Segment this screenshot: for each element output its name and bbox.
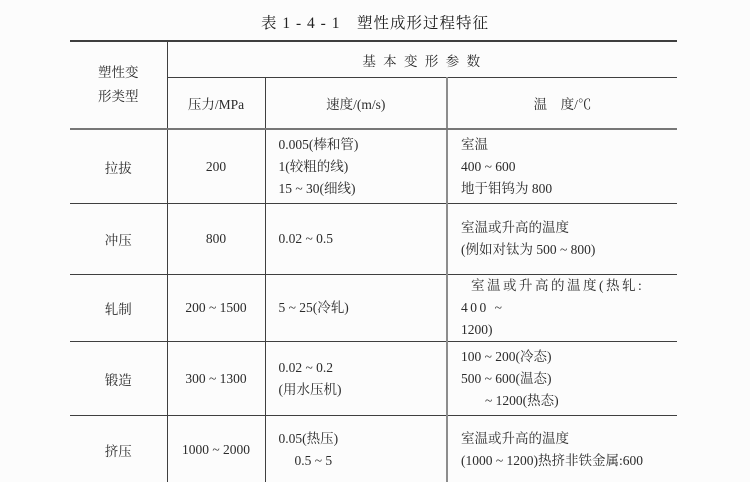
speed-line: 15 ~ 30(细线) bbox=[278, 180, 356, 196]
speed-line: 0.005(棒和管) bbox=[278, 136, 359, 152]
cell-speed bbox=[265, 342, 447, 416]
corner-header-forming-type bbox=[70, 41, 167, 129]
cell-pressure: 200 bbox=[167, 129, 265, 204]
cell-type: 挤压 bbox=[70, 416, 167, 482]
col-header-pressure: 压力/MPa bbox=[167, 78, 265, 130]
col-header-temperature: 温 度/℃ bbox=[447, 78, 677, 130]
temperature-line: ~ 1200(热态) bbox=[485, 392, 559, 408]
temperature-line: 1200) bbox=[461, 322, 493, 337]
col-header-speed: 速度/(m/s) bbox=[265, 78, 447, 130]
temperature-line: 室温 bbox=[461, 136, 488, 152]
speed-line: (用水压机) bbox=[278, 381, 342, 397]
table-row-drawing bbox=[70, 129, 677, 204]
corner-header-line2: 形类型 bbox=[98, 89, 139, 104]
cell-temperature bbox=[447, 204, 677, 275]
speed-line: 0.5 ~ 5 bbox=[294, 452, 333, 468]
speed-line: 5 ~ 25(冷轧) bbox=[278, 300, 349, 315]
temperature-line: (1000 ~ 1200)热挤非铁金属:600 bbox=[461, 452, 644, 468]
temperature-line: 室温或升高的温度 bbox=[461, 220, 569, 235]
temperature-line: 100 ~ 200(冷态) bbox=[461, 348, 552, 364]
cell-speed bbox=[265, 204, 447, 275]
group-header-basic-parameters: 基 本 变 形 参 数 bbox=[167, 41, 677, 78]
cell-pressure: 800 bbox=[167, 204, 265, 275]
temperature-line: 地于钼钨为 800 bbox=[461, 180, 553, 196]
cell-temperature bbox=[447, 342, 677, 416]
cell-temperature bbox=[447, 416, 677, 482]
speed-line: 0.02 ~ 0.2 bbox=[278, 359, 334, 375]
cell-type: 冲压 bbox=[70, 204, 167, 275]
cell-speed bbox=[265, 416, 447, 482]
temperature-line: 400 ~ 600 bbox=[461, 158, 516, 174]
table-row-extrusion bbox=[70, 416, 677, 482]
cell-pressure: 200 ~ 1500 bbox=[167, 275, 265, 342]
cell-type: 拉拔 bbox=[70, 129, 167, 204]
cell-pressure: 300 ~ 1300 bbox=[167, 342, 265, 416]
table-row-rolling bbox=[70, 275, 677, 342]
temperature-line: 500 ~ 600(温态) bbox=[461, 370, 552, 386]
temperature-line: (例如对钛为 500 ~ 800) bbox=[461, 242, 596, 257]
cell-type: 锻造 bbox=[70, 342, 167, 416]
temperature-line: 室温或升高的温度 bbox=[461, 430, 569, 446]
cell-speed bbox=[265, 129, 447, 204]
table-row-stamping bbox=[70, 204, 677, 275]
plastic-forming-table bbox=[70, 40, 677, 482]
speed-line: 0.02 ~ 0.5 bbox=[278, 231, 334, 246]
header-row-group bbox=[70, 41, 677, 78]
cell-temperature bbox=[447, 129, 677, 204]
cell-pressure: 1000 ~ 2000 bbox=[167, 416, 265, 482]
cell-temperature bbox=[447, 275, 677, 342]
cell-type: 轧制 bbox=[70, 275, 167, 342]
speed-line: 0.05(热压) bbox=[278, 430, 339, 446]
table-title: 表 1 - 4 - 1 塑性成形过程特征 bbox=[261, 15, 489, 32]
temperature-line: 室温或升高的温度(热轧: 400 ~ bbox=[461, 278, 645, 315]
speed-line: 1(较粗的线) bbox=[278, 158, 349, 174]
cell-speed bbox=[265, 275, 447, 342]
table-row-forging bbox=[70, 342, 677, 416]
corner-header-line1: 塑性变 bbox=[98, 65, 139, 80]
